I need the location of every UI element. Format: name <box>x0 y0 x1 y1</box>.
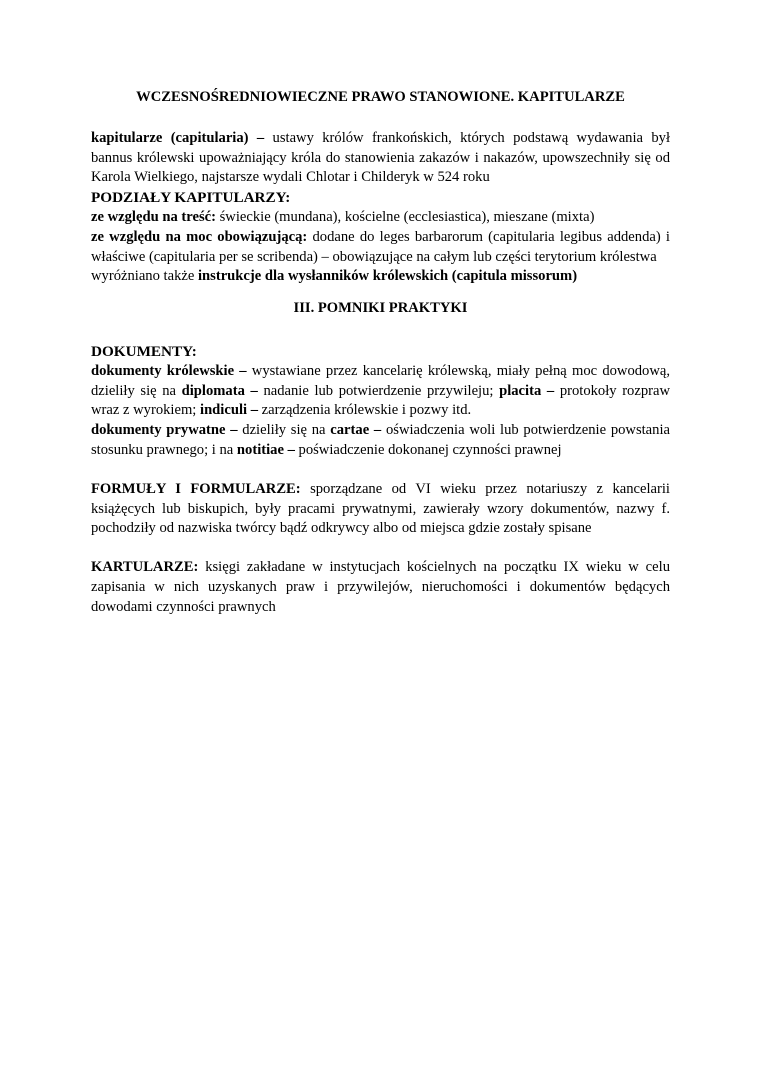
spacer <box>91 539 670 558</box>
formuly-paragraph <box>91 480 670 539</box>
podzialy-tresc <box>91 208 670 228</box>
notitiae-term: notitiae – <box>236 441 295 458</box>
instr-term: instrukcje dla wysłanników królewskich (capitula missorum) <box>197 268 578 285</box>
formuly-term: FORMUŁY I FORMULARZE: <box>91 480 301 497</box>
krol-text-2: nadanie lub potwierdzenie przywileju; <box>257 382 500 399</box>
kapitularze-definition <box>91 129 670 188</box>
pryw-text-3: poświadczenie dokonanej czynności prawnej <box>294 441 562 458</box>
podzialy-instrukcje <box>91 267 670 287</box>
tresc-text: świeckie (mundana), kościelne (ecclesiastica), mieszane (mixta) <box>215 208 595 225</box>
dokumenty-prywatne <box>91 421 670 461</box>
indiculi-term: indiculi – <box>200 402 259 419</box>
krol-text-1: wystawiane przez kancelarię królewską, miały pełną moc dowodową, dzieliły się na <box>91 362 671 399</box>
page-title: WCZESNOŚREDNIOWIECZNE PRAWO STANOWIONE. KAPITULARZE <box>136 89 625 105</box>
dokumenty-heading: DOKUMENTY: <box>91 342 197 360</box>
pryw-text-2: oświadczenia woli lub potwierdzenie powstania stosunku prawnego; i na <box>91 422 670 458</box>
instr-pre: wyróżniano także <box>91 268 198 285</box>
pryw-text-1: dzieliły się na <box>237 422 331 439</box>
krol-text-4: zarządzenia królewskie i pozwy itd. <box>258 402 472 419</box>
page-content <box>91 88 670 618</box>
diplomata-term: diplomata – <box>181 382 258 399</box>
spacer <box>91 461 670 480</box>
placita-term: placita – <box>499 382 555 399</box>
kartularze-term: KARTULARZE: <box>91 559 199 576</box>
moc-text: dodane do leges barbarorum (capitularia legibus addenda) i właściwe (capitularia per se scribenda) – obowiązujące na całym lub części terytorium królestwa <box>91 228 670 265</box>
podzialy-heading: PODZIAŁY KAPITULARZY: <box>91 189 291 207</box>
moc-term: ze względu na moc obowiązującą: <box>91 228 308 245</box>
tresc-term: ze względu na treść: <box>91 208 216 225</box>
pryw-term: dokumenty prywatne – <box>91 422 238 439</box>
krol-term: dokumenty królewskie – <box>91 362 247 379</box>
kartularze-text: księgi zakładane w instytucjach kościelnych na początku IX wieku w celu zapisania w nich uzyskanych praw i przywilejów, nieruchomości i dokumentów będących dowodami czynności prawnych <box>91 559 670 615</box>
dokumenty-krolewskie <box>91 362 670 421</box>
formuly-text: sporządzane od VI wieku przez notariuszy z kancelarii książęcych lub biskupich, były pracami prywatnymi, zawierały wzory dokumentów, nazwy f. pochodziły od nazwiska twórcy bądź odkrywcy albo od miejsca gdzie zostały spisane <box>91 480 670 537</box>
podzialy-moc <box>91 228 670 268</box>
krol-text-3: protokoły rozpraw wraz z wyrokiem; <box>91 382 670 419</box>
cartae-term: cartae – <box>330 422 382 439</box>
kartularze-paragraph <box>91 558 670 617</box>
section-title: III. POMNIKI PRAKTYKI <box>293 300 468 317</box>
kapitularze-text: ustawy królów frankońskich, których podstawą wydawania był bannus królewski upoważniający króla do stanowienia zakazów i nakazów, upowszechniły się od Karola Wielkiego, najstarsze wydali Chlotar i Childeryk w 524 roku <box>91 129 671 186</box>
kapitularze-term: kapitularze (capitularia) – <box>91 129 265 146</box>
